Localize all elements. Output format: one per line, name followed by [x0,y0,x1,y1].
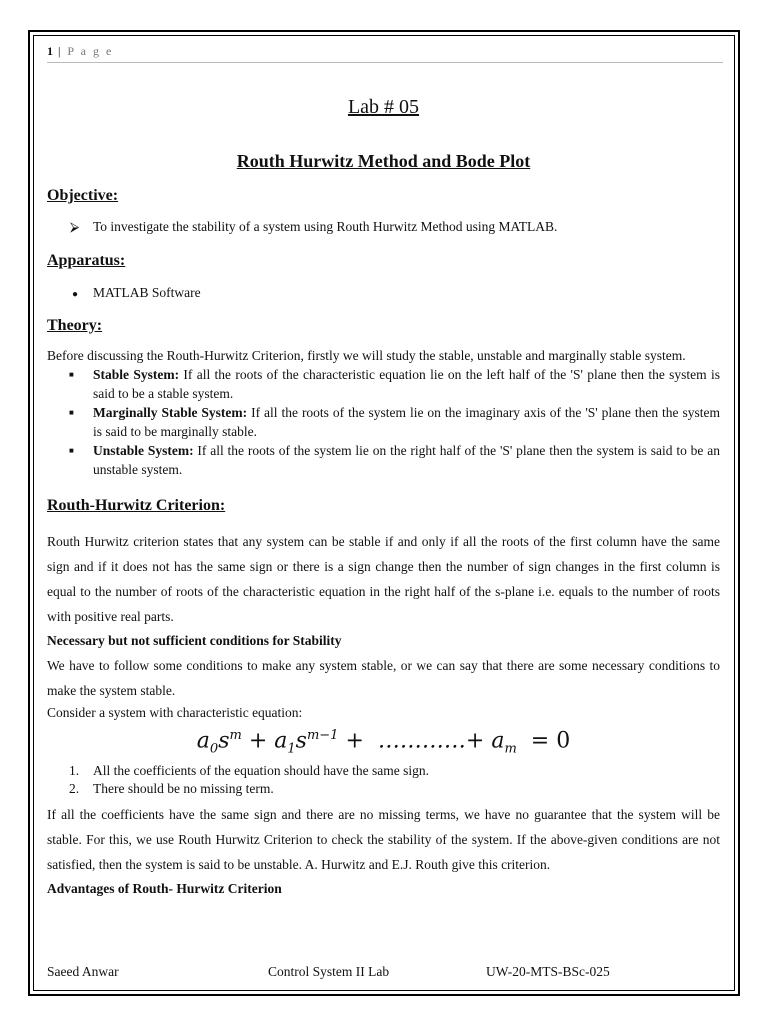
apparatus-heading: Apparatus: [47,252,126,269]
advantages-heading: Advantages of Routh- Hurwitz Criterion [47,881,282,896]
term-label: Unstable System: [93,443,194,458]
term-label: Marginally Stable System: [93,405,248,420]
footer-author: Saeed Anwar [47,964,119,979]
footer-registration: UW-20-MTS-BSc-025 [486,964,610,979]
term-text: If all the roots of the characteristic equation lie on the left half of the 'S' plane then the system is said to be a stable system. [93,367,721,401]
lab-title: Lab # 05 [347,96,420,118]
objective-text: To investigate the stability of a system using Routh Hurwitz Method using MATLAB. [93,219,558,234]
list-item [47,365,720,403]
page-label: P a g e [67,44,114,58]
objective-item [70,219,720,235]
theory-heading: Theory: [47,317,103,334]
routh-heading: Routh-Hurwitz Criterion: [47,497,226,514]
page-header [47,44,723,63]
arrow-bullet-icon: ⮚ [70,219,80,234]
condition-text: There should be no missing term. [93,781,274,796]
term-text: If all the roots of the system lie on the imaginary axis of the 'S' plane then the system is said to be marginally stable. [93,405,720,439]
square-bullet-icon: ■ [69,370,74,379]
page-number: 1 [47,44,53,58]
dot-bullet-icon: ● [72,289,79,300]
term-text: If all the roots of the system lie on the right half of the 'S' plane then the system is said to be an unstable system. [93,443,720,477]
theory-list [47,365,720,479]
square-bullet-icon: ■ [69,446,74,455]
routh-paragraph-2: We have to follow some conditions to make any system stable, or we can say that there are some necessary conditions to make the system stable. [47,658,720,698]
main-title: Routh Hurwitz Method and Bode Plot [236,151,531,171]
list-item [47,441,720,479]
footer-course: Control System II Lab [268,964,390,979]
list-number: 2. [69,781,80,796]
list-item [47,762,720,780]
document-body [47,90,720,898]
necessary-heading: Necessary but not sufficient conditions for Stability [47,633,342,648]
apparatus-text: MATLAB Software [93,285,201,300]
routh-paragraph-1: Routh Hurwitz criterion states that any system can be stable if and only if all the roots of the first column have the same sign and if it does not has the same sign or there is a sign change then the number of sign changes in the first column is equal to the number of roots of the characteristic equation in the right half of the s-plane i.e. equals to the number of roots with positive real parts. [47,534,720,624]
characteristic-equation: $a_0s^m + a_1s^{m-1}$ + …………+ $a_m = 0$ [196,728,571,757]
list-item [47,780,720,798]
consider-text: Consider a system with characteristic equation: [47,705,303,720]
theory-intro: Before discussing the Routh-Hurwitz Criterion, firstly we will study the stable, unstable and marginally stable system. [47,348,686,363]
list-item [47,403,720,441]
page-separator: | [53,44,68,58]
condition-text: All the coefficients of the equation should have the same sign. [93,763,430,778]
objective-heading: Objective: [47,187,119,204]
list-number: 1. [69,763,80,778]
conditions-list [47,762,720,798]
term-label: Stable System: [93,367,180,382]
routh-paragraph-3: If all the coefficients have the same sign and there are no missing terms, we have no guarantee that the system will be stable. For this, we use Routh Hurwitz Criterion to check the stability of the system. If the above-given conditions are not satisfied, then the system is said to be unstable. A. Hurwitz and E.J. Routh give this criterion. [47,807,720,872]
square-bullet-icon: ■ [69,408,74,417]
apparatus-item [72,285,720,301]
